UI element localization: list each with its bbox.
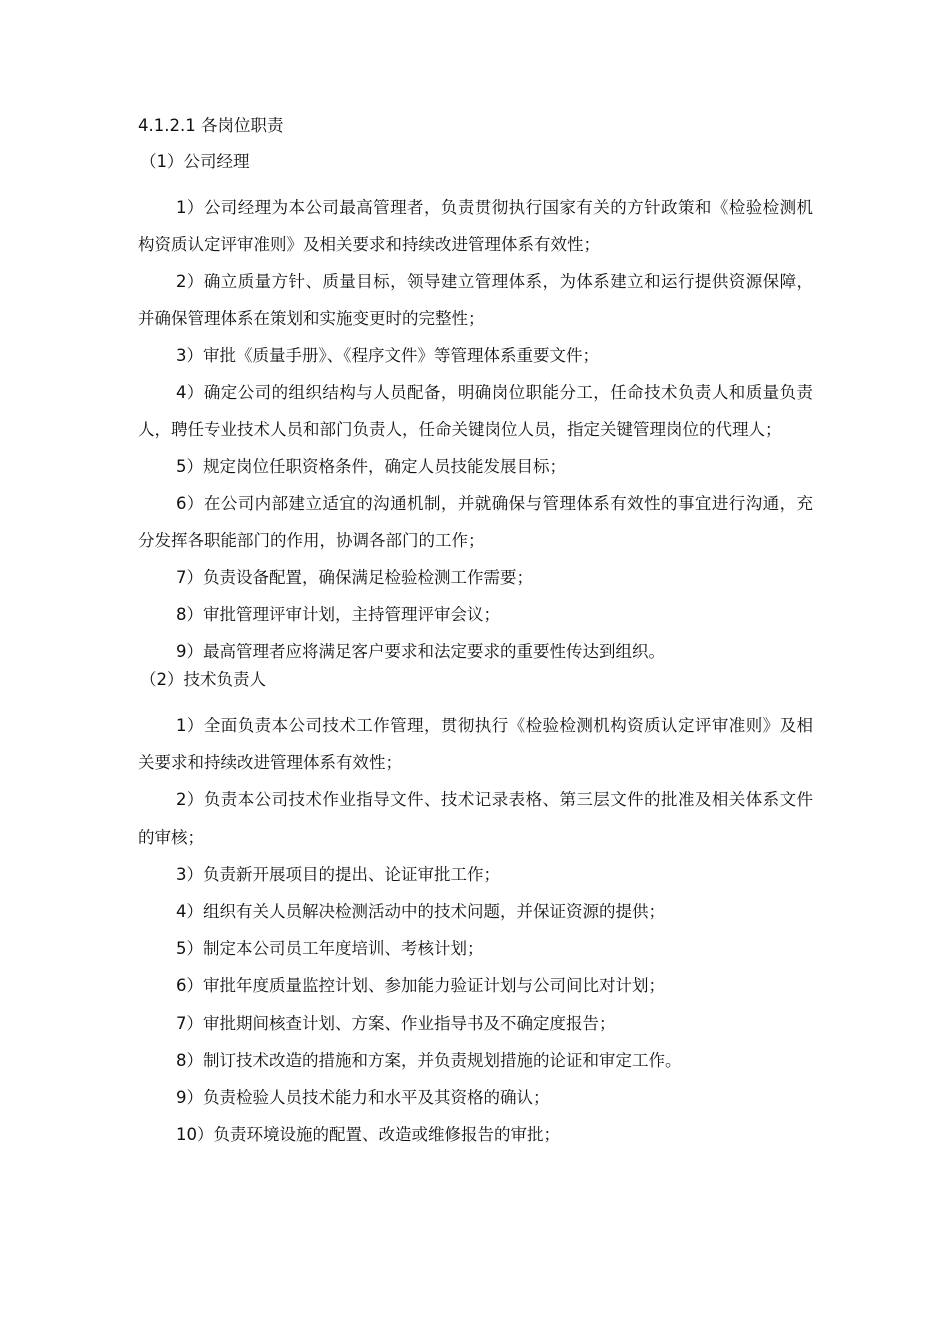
duty-item: 6）审批年度质量监控计划、参加能力验证计划与公司间比对计划； (176, 976, 665, 996)
duty-item: 9）最高管理者应将满足客户要求和法定要求的重要性传达到组织。 (176, 642, 665, 661)
section-heading: 4.1.2.1 各岗位职责 (138, 116, 284, 135)
duty-item: 5）制定本公司员工年度培训、考核计划； (176, 939, 484, 959)
duty-item: 4）组织有关人员解决检测活动中的技术问题，并保证资源的提供； (176, 902, 665, 922)
section-title-company-manager: （1）公司经理 (140, 152, 250, 171)
duty-item: 10）负责环境设施的配置、改造或维修报告的审批； (176, 1125, 560, 1145)
duty-item: 8）制订技术改造的措施和方案，并负责规划措施的论证和审定工作。 (176, 1050, 682, 1070)
section-title-technical-director: （2）技术负责人 (140, 670, 266, 689)
duty-item: 4）确定公司的组织结构与人员配备，明确岗位职能分工，任命技术负责人和质量负责人，聘任专业技术人员和部门负责人，任命关键岗位人员，指定关键管理岗位的代理人； (138, 383, 813, 439)
document-body (138, 116, 813, 1153)
duty-item: 3）负责新开展项目的提出、论证审批工作； (176, 864, 500, 884)
duty-item: 7）负责设备配置，确保满足检验检测工作需要； (176, 568, 533, 587)
duty-item: 2）确立质量方针、质量目标，领导建立管理体系，为体系建立和运行提供资源保障，并确保管理体系在策划和实施变更时的完整性； (138, 272, 813, 328)
duty-item: 7）审批期间核查计划、方案、作业指导书及不确定度报告； (176, 1013, 616, 1033)
duty-item: 5）规定岗位任职资格条件，确定人员技能发展目标； (176, 457, 566, 476)
duty-item: 6）在公司内部建立适宜的沟通机制，并就确保与管理体系有效性的事宜进行沟通，充分发挥各职能部门的作用，协调各部门的工作； (138, 494, 813, 550)
duty-item: 8）审批管理评审计划，主持管理评审会议； (176, 605, 500, 624)
duty-item: 3）审批《质量手册》、《程序文件》等管理体系重要文件； (176, 346, 599, 365)
duty-item: 1）全面负责本公司技术工作管理，贯彻执行《检验检测机构资质认定评审准则》及相关要求和持续改进管理体系有效性； (138, 716, 813, 773)
duty-item: 9）负责检验人员技术能力和水平及其资格的确认； (176, 1088, 550, 1108)
duty-item: 1）公司经理为本公司最高管理者，负责贯彻执行国家有关的方针政策和《检验检测机构资质认定评审准则》及相关要求和持续改进管理体系有效性； (138, 198, 813, 254)
duty-item: 2）负责本公司技术作业指导文件、技术记录表格、第三层文件的批准及相关体系文件的审核； (138, 790, 813, 847)
